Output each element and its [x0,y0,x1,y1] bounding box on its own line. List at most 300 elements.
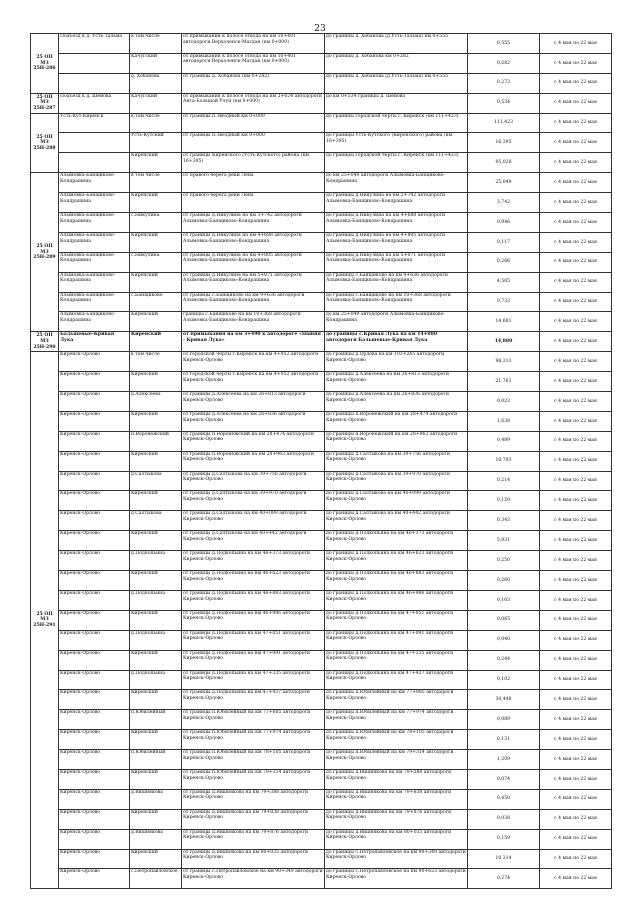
table-row [31,133,612,153]
page-number: 23 [314,24,326,34]
road-name: Алымовка-Банщиково-Кондрашина [59,292,130,312]
segment-length: 30,448 [468,690,540,710]
table-row [31,650,612,670]
table-row [31,610,612,630]
restriction-period: с 4 мая по 22 мая [540,352,612,372]
restriction-period: с 4 мая по 22 мая [540,789,612,809]
road-name: Алымовка-Банщиково-Кондрашина [59,193,130,213]
segment-from: от границы д.Вишнякова на км 80+035 автодороги Киренск-Орлово [182,849,325,869]
restriction-period: с 4 мая по 22 мая [540,869,612,889]
locality: д.Подкопьина [130,670,182,690]
restrictions-table [30,33,612,889]
table-row [31,352,612,372]
restriction-period: с 4 мая по 22 мая [540,133,612,153]
segment-to: до границы с.Банщиково на км 9+636 автодороги Алымовка-Банщиково-Кондрашина [325,272,468,292]
segment-from: от границы д.Подкопьина на км 46+373 автодороги Киренск-Орлово [182,551,325,571]
table-row [31,113,612,133]
restriction-period: с 4 мая по 22 мая [540,213,612,233]
segment-to: до границы с.Петропавловское на км 90+623 автодороги Киренск-Орлово [325,869,468,889]
table-row [31,173,612,193]
locality: Киренский [130,849,182,869]
table-row [31,511,612,531]
table-row [31,809,612,829]
table-row [31,710,612,730]
restriction-period: с 4 мая по 22 мая [540,769,612,789]
locality: в том числе [130,173,182,193]
road-name: Киренск-Орлово [59,551,130,571]
restriction-period: с 4 мая по 22 мая [540,113,612,133]
table-row [31,73,612,93]
road-name: Киренск-Орлово [59,511,130,531]
segment-to: до границы д.Алексеева на км 26+813 автодороги Киренск-Орлово [325,372,468,392]
segment-to: до границы д.Орлова на км 103+265 автодороги Киренск-Орлово [325,352,468,372]
road-name: Подъезд к д. Усть-Тальма [59,34,130,54]
table-row [31,213,612,233]
locality: Киренский [130,809,182,829]
road-name [59,133,130,153]
road-name: Киренск-Орлово [59,829,130,849]
segment-to: до границы д.Салтыкова на км 40+442 автодороги Киренск-Орлово [325,511,468,531]
segment-to: до границы п.Юбилейный на км 77+885 автодороги Киренск-Орлово [325,690,468,710]
segment-from: от примыкания на км 3+490 к автодороге «Пашня - Кривая Лука» [182,332,325,352]
segment-to: до границы д.Вишнякова на км 79+876 автодороги Киренск-Орлово [325,809,468,829]
segment-length: 0,343 [468,511,540,531]
road-code-line: 25 ОП МЗ [36,134,53,146]
segment-length: 14,681 [468,312,540,332]
table-row [31,590,612,610]
segment-from: от границы д.Подкопьина на км 47+437 автодороги Киренск-Орлово [182,690,325,710]
road-name: Усть-Кут-Киренск [59,113,130,133]
segment-to: до границы д.Подкопьина на км 47+091 автодороги Киренск-Орлово [325,630,468,650]
restriction-period: с 4 мая по 22 мая [540,491,612,511]
restriction-period: с 4 мая по 22 мая [540,551,612,571]
segment-to: до границы д.Никулина на км 5+071 автодороги Алымовка-Банщиково-Кондрашина [325,252,468,272]
segment-from: от границы п.Юбилейный на км 77+885 автодороги Киренск-Орлово [182,710,325,730]
locality: в том числе [130,34,182,54]
restriction-period: с 4 мая по 22 мая [540,411,612,431]
segment-length: 0,274 [468,869,540,889]
restriction-period: с 4 мая по 22 мая [540,93,612,113]
locality: Киренский [130,451,182,471]
table-row [31,670,612,690]
segment-to: до границы городской черты г. Киренск (км 111+423) [325,153,468,173]
locality: д.Алексеева [130,392,182,412]
segment-to: до границы д.Подкопьина на км 47+051 автодороги Киренск-Орлово [325,610,468,630]
road-name: Киренск-Орлово [59,849,130,869]
road-code [31,352,59,889]
segment-length: 0,023 [468,392,540,412]
segment-to: до границы п.Воронежский на км 28+963 автодороги Киренск-Орлово [325,431,468,451]
segment-to: до границы п.Воронежский на км 28+474 автодороги Киренск-Орлово [325,411,468,431]
locality: с.Никулина [130,252,182,272]
table-row [31,53,612,73]
road-name [59,73,130,93]
locality: Усть-Кутский [130,133,182,153]
segment-from: от правого берега реки Лена [182,173,325,193]
segment-length: 95,028 [468,153,540,173]
road-name [59,153,130,173]
segment-from: от границы д.Алексеева на км 26+836 автодороги Киренск-Орлово [182,411,325,431]
segment-to: до границы д.Никулина на км 4+688 автодороги Алымовка-Банщиково-Кондрашина [325,213,468,233]
segment-to: до границы д.Подкопьина на км 46+373 автодороги Киренск-Орлово [325,531,468,551]
restriction-period: с 4 мая по 22 мая [540,193,612,213]
segment-length: 0,089 [468,710,540,730]
restriction-period: с 4 мая по 22 мая [540,571,612,591]
segment-from: от границы д.Никулина на км 4+688 автодороги Алымовка-Банщиково-Кондрашина [182,232,325,252]
restriction-period: с 4 мая по 22 мая [540,750,612,770]
segment-to: до границы д.Салтыкова на км 39+970 автодороги Киренск-Орлово [325,471,468,491]
segment-from: от границы п.Воронежский на км 28+474 автодороги Киренск-Орлово [182,431,325,451]
segment-from: от границы д.Подкопьина на км 47+335 автодороги Киренск-Орлово [182,670,325,690]
segment-from: от границы д.Алексеева на км 26+813 автодороги Киренск-Орлово [182,392,325,412]
segment-length: 1,209 [468,750,540,770]
restriction-period: с 4 мая по 22 мая [540,451,612,471]
road-code [31,34,59,94]
segment-to: до границы д.Подкопьина на км 46+986 автодороги Киренск-Орлово [325,590,468,610]
table-row [31,392,612,412]
table-row [31,750,612,770]
table-row [31,829,612,849]
segment-to: до границы с.Петропавловское на км 90+349 автодороги Киренск-Орлово [325,849,468,869]
locality: п.Воронежский [130,431,182,451]
locality: Киренский [130,531,182,551]
table-row [31,252,612,272]
table-row [31,332,612,352]
restriction-period: с 4 мая по 22 мая [540,630,612,650]
segment-to: до границы п.Юбилейный на км 78+105 автодороги Киренск-Орлово [325,730,468,750]
segment-from: от границы с.Банщиково на км 9+636 автодороги Алымовка-Банщиково-Кондрашина [182,292,325,312]
locality: Киренский [130,193,182,213]
restriction-period: с 4 мая по 22 мая [540,252,612,272]
segment-to: до границы д.Никулина на км 4+805 автодороги Алымовка-Банщиково-Кондрашина [325,232,468,252]
segment-to: до границы п.Юбилейный на км 79+314 автодороги Киренск-Орлово [325,750,468,770]
segment-from: от границы д.Подкопьина на км 46+883 автодороги Киренск-Орлово [182,590,325,610]
locality: д.Салтыкова [130,471,182,491]
segment-to: до границы д.Подкопьина на км 47+335 автодороги Киренск-Орлово [325,650,468,670]
segment-from: от границы Киренского (Усть-Кутского) района (км 16+395) [182,153,325,173]
road-name: Киренск-Орлово [59,610,130,630]
segment-from: от границы с.Петропавловское на км 90+349 автодороги Киренск-Орлово [182,869,325,889]
segment-to: до границы Усть-Кутского (Киренского) района (км 16+395) [325,133,468,153]
table-row [31,93,612,113]
road-name: Киренск-Орлово [59,769,130,789]
segment-length: 0,946 [468,213,540,233]
segment-to: до км 25+049 автодороги Алымовка-Банщиково-Кондрашина [325,312,468,332]
locality: Киренский [130,610,182,630]
segment-length: 0,159 [468,829,540,849]
locality: д.Вишнякова [130,829,182,849]
locality: Киренский [130,411,182,431]
locality: Киренский [130,571,182,591]
segment-to: до границы д.Никулина на км 3+742 автодороги Алымовка-Банщиково-Кондрашина [325,193,468,213]
segment-to: до границы д.Вишнякова на км 80+035 автодороги Киренск-Орлово [325,829,468,849]
locality: д.Подкопьина [130,630,182,650]
table-row [31,531,612,551]
table-row [31,849,612,869]
segment-from: от границы д.Никулина на км 5+071 автодороги Алымовка-Банщиково-Кондрашина [182,272,325,292]
road-name: Киренск-Орлово [59,352,130,372]
locality: Качугский [130,53,182,73]
restriction-period: с 4 мая по 22 мая [540,153,612,173]
segment-length: 0,266 [468,252,540,272]
segment-length: 98,313 [468,352,540,372]
segment-from: от границы д.Вишнякова на км 79+838 автодороги Киренск-Орлово [182,809,325,829]
road-name: Алымовка-Банщиково-Кондрашина [59,213,130,233]
table-row [31,491,612,511]
segment-length: 1,638 [468,411,540,431]
restriction-period: с 4 мая по 22 мая [540,53,612,73]
segment-from: от границы д.Никулина на км 4+805 автодороги Алымовка-Банщиково-Кондрашина [182,252,325,272]
segment-to: до границы д. Хобанова (д.Усть-Тальма) км 0+555 [325,73,468,93]
table-row [31,193,612,213]
road-name: Киренск-Орлово [59,471,130,491]
restriction-period: с 4 мая по 22 мая [540,431,612,451]
restriction-period: с 4 мая по 22 мая [540,809,612,829]
table-row [31,551,612,571]
road-code-line: 25Н-288 [33,145,56,151]
segment-length: 0,450 [468,789,540,809]
locality: п.Юбилейный [130,750,182,770]
segment-to: до границы д.Подкопьина на км 47+437 автодороги Киренск-Орлово [325,670,468,690]
segment-length: 0,282 [468,53,540,73]
locality: в том числе [130,352,182,372]
segment-from: от границы д.Салтыкова на км 39+970 автодороги Киренск-Орлово [182,491,325,511]
road-name: Алымовка-Банщиково-Кондрашина [59,312,130,332]
restriction-period: с 4 мая по 22 мая [540,272,612,292]
locality: Киренский [130,153,182,173]
segment-from: от границы п.Юбилейный на км 78+105 автодороги Киренск-Орлово [182,750,325,770]
segment-from: границы с.Банщиково на км 10+368 автодороги Алымовка-Банщиково-Кондрашина [182,312,325,332]
segment-from: от границы д.Подкопьина на км 46+623 автодороги Киренск-Орлово [182,571,325,591]
segment-from: от границы д.Вишнякова на км 79+876 автодороги Киренск-Орлово [182,829,325,849]
road-code-line: 25Н-286 [33,66,56,72]
road-code-line: 25Н-287 [33,105,56,111]
road-name: Киренск-Орлово [59,531,130,551]
segment-from: от границы д.Салтыкова на км 39+756 автодороги Киренск-Орлово [182,471,325,491]
road-name: Киренск-Орлово [59,730,130,750]
segment-to: до границы д. Хобанова (д.Усть-Тальма) км 0+555 [325,34,468,54]
segment-length: 10,793 [468,451,540,471]
segment-from: от границы п.Воронежский на км 28+963 автодороги Киренск-Орлово [182,451,325,471]
segment-from: от примыкания к полосе отвода на км 10+401 автодороги Верхоленск-Магдан (км 0+000) [182,34,325,54]
segment-from: от границы п.Звездный км 0+000 [182,133,325,153]
road-name: Киренск-Орлово [59,750,130,770]
locality: с.Петропавловское [130,869,182,889]
road-name: Алымовка-Банщиково-Кондрашина [59,173,130,193]
segment-to: до границы с.Банщиково на км 10+368 автодороги Алымовка-Банщиково-Кондрашина [325,292,468,312]
locality: Киренский [130,232,182,252]
segment-from: от границы д.Никулина на км 3+742 автодороги Алымовка-Банщиково-Кондрашина [182,213,325,233]
segment-length: 16,395 [468,133,540,153]
segment-from: от примыкания к полосе отвода на км 2+624 автодороги Анга-Большой Улун (км 0+000) [182,93,325,113]
segment-to: до границы д.Подкопьина на км 46+623 автодороги Киренск-Орлово [325,551,468,571]
segment-length: 111,423 [468,113,540,133]
road-name: Киренск-Орлово [59,670,130,690]
road-name: Киренск-Орлово [59,491,130,511]
segment-length: 0,555 [468,34,540,54]
road-code-line: 25 ОП МЗ [36,611,53,623]
road-name [59,53,130,73]
segment-length: 0,040 [468,630,540,650]
segment-to: до км 0+534 границы д. Шеиова [325,93,468,113]
locality: Киренский [130,690,182,710]
table-row [31,690,612,710]
road-name: Киренск-Орлово [59,372,130,392]
road-name: Бальшевые-Кривая Лука [59,332,130,352]
segment-to: до границы д.Салтыкова на км 39+756 автодороги Киренск-Орлово [325,451,468,471]
restriction-period: с 4 мая по 22 мая [540,511,612,531]
segment-length: 0,244 [468,650,540,670]
road-name: Киренск-Орлово [59,571,130,591]
table-row [31,232,612,252]
segment-from: от границы д.Вишнякова на км 79+388 автодороги Киренск-Орлово [182,789,325,809]
road-name: Киренск-Орлово [59,650,130,670]
segment-length: 0,065 [468,610,540,630]
restriction-period: с 4 мая по 22 мая [540,34,612,54]
segment-length: 0,103 [468,590,540,610]
restriction-period: с 4 мая по 22 мая [540,690,612,710]
road-code-line: 25 ОП МЗ [36,94,53,106]
segment-to: до границы с.Кривая Лука на км 14+880 автодороги Бальшевые-Кривая Лука [325,332,468,352]
segment-from: от границы д.Салтыкова на км 40+442 автодороги Киренск-Орлово [182,531,325,551]
restriction-period: с 4 мая по 22 мая [540,332,612,352]
table-row [31,471,612,491]
locality: с.Банщиково [130,292,182,312]
table-row [31,372,612,392]
road-code [31,173,59,332]
segment-from: от границы п.Звездный км 0+000 [182,113,325,133]
segment-from: от границы д.Салтыкова на км 40+099 автодороги Киренск-Орлово [182,511,325,531]
restriction-period: с 4 мая по 22 мая [540,849,612,869]
restriction-period: с 4 мая по 22 мая [540,372,612,392]
restriction-period: с 4 мая по 22 мая [540,670,612,690]
segment-from: от границы д.Подкопьина на км 46+986 автодороги Киренск-Орлово [182,610,325,630]
road-name: Киренск-Орлово [59,690,130,710]
road-code-line: 25Н-291 [33,623,56,629]
segment-length: 0,260 [468,571,540,591]
road-name: Киренск-Орлово [59,630,130,650]
road-name: Киренск-Орлово [59,869,130,889]
locality: Киренский [130,769,182,789]
segment-length: 25,049 [468,173,540,193]
locality: Киренский [130,730,182,750]
road-code-line: 25Н-289 [33,255,56,261]
road-code-line: 25 ОП МЗ [36,54,53,66]
road-name: Киренск-Орлово [59,590,130,610]
segment-from: от границы д. Хобанова (км 0+282) [182,73,325,93]
segment-length: 0,117 [468,232,540,252]
segment-length: 10,314 [468,849,540,869]
road-name: Киренск-Орлово [59,809,130,829]
table-row [31,431,612,451]
locality: д.Подкопьина [130,590,182,610]
segment-length: 0,732 [468,292,540,312]
locality: Киренский [130,491,182,511]
restriction-period: с 4 мая по 22 мая [540,471,612,491]
table-row [31,411,612,431]
segment-length: 0,273 [468,73,540,93]
segment-length: 14,880 [468,332,540,352]
locality: Киренский [130,332,182,352]
segment-length: 0,074 [468,769,540,789]
segment-from: от границы д.Подкопьина на км 47+051 автодороги Киренск-Орлово [182,630,325,650]
road-name: Алымовка-Банщиково-Кондрашина [59,272,130,292]
road-name: Киренск-Орлово [59,710,130,730]
table-row [31,571,612,591]
road-name: Киренск-Орлово [59,411,130,431]
restriction-period: с 4 мая по 22 мая [540,531,612,551]
restriction-period: с 4 мая по 22 мая [540,232,612,252]
road-code-line: 25 ОП МЗ [36,333,53,344]
table-row [31,730,612,750]
road-name: Киренск-Орлово [59,451,130,471]
segment-to: до границы д.Вишнякова на км 79+388 автодороги Киренск-Орлово [325,769,468,789]
restriction-period: с 4 мая по 22 мая [540,590,612,610]
segment-to: до границы д.Салтыкова на км 40+099 автодороги Киренск-Орлово [325,491,468,511]
segment-to: до км 25+049 автодороги Алымовка-Банщиково-Кондрашина [325,173,468,193]
road-name: Киренск-Орлово [59,431,130,451]
road-name: Алымовка-Банщиково-Кондрашина [59,252,130,272]
locality: Киренский [130,372,182,392]
table-row [31,292,612,312]
segment-to: до границы городской черты г. Киренск (км 111+423) [325,113,468,133]
road-code-line: 25 ОП МЗ [36,243,53,255]
locality: Качугский [130,93,182,113]
segment-to: до границы п.Юбилейный на км 77+974 автодороги Киренск-Орлово [325,710,468,730]
restriction-period: с 4 мая по 22 мая [540,829,612,849]
restriction-period: с 4 мая по 22 мая [540,392,612,412]
segment-length: 0,489 [468,431,540,451]
locality: Киренский [130,272,182,292]
segment-length: 0,250 [468,551,540,571]
table-row [31,869,612,889]
locality: Киренский [130,312,182,332]
locality: с.Никулина [130,213,182,233]
road-code [31,93,59,113]
locality: д.Подкопьина [130,551,182,571]
segment-from: от примыкания к полосе отвода на км 10+401 автодороги Верхоленск-Магдан (км 0+000) [182,53,325,73]
table-row [31,630,612,650]
segment-length: 0,534 [468,93,540,113]
road-name: Алымовка-Банщиково-Кондрашина [59,232,130,252]
segment-to: до границы д. Хобанова км 0+282 [325,53,468,73]
locality: Киренский [130,650,182,670]
road-code [31,332,59,352]
segment-length: 0,129 [468,491,540,511]
segment-length: 3,742 [468,193,540,213]
segment-length: 0,214 [468,471,540,491]
segment-from: от границы п.Юбилейный на км 77+974 автодороги Киренск-Орлово [182,730,325,750]
road-code-line: 25Н-290 [33,344,56,350]
locality: в том числе [130,113,182,133]
segment-from: от городской черты г.Киренск на км 4+952 автодороги Киренск-Орлово [182,352,325,372]
table-row [31,34,612,54]
restriction-period: с 4 мая по 22 мая [540,73,612,93]
table-row [31,272,612,292]
segment-to: до границы д.Подкопьина на км 46+883 автодороги Киренск-Орлово [325,571,468,591]
restriction-period: с 4 мая по 22 мая [540,650,612,670]
segment-length: 5,931 [468,531,540,551]
locality: п.Юбилейный [130,710,182,730]
locality: д. Хобанова [130,73,182,93]
segment-length: 4,565 [468,272,540,292]
table-row [31,451,612,471]
segment-to: до границы д.Алексеева на км 26+836 автодороги Киренск-Орлово [325,392,468,412]
restriction-period: с 4 мая по 22 мая [540,312,612,332]
table-row [31,312,612,332]
table-row [31,153,612,173]
segment-length: 21,761 [468,372,540,392]
